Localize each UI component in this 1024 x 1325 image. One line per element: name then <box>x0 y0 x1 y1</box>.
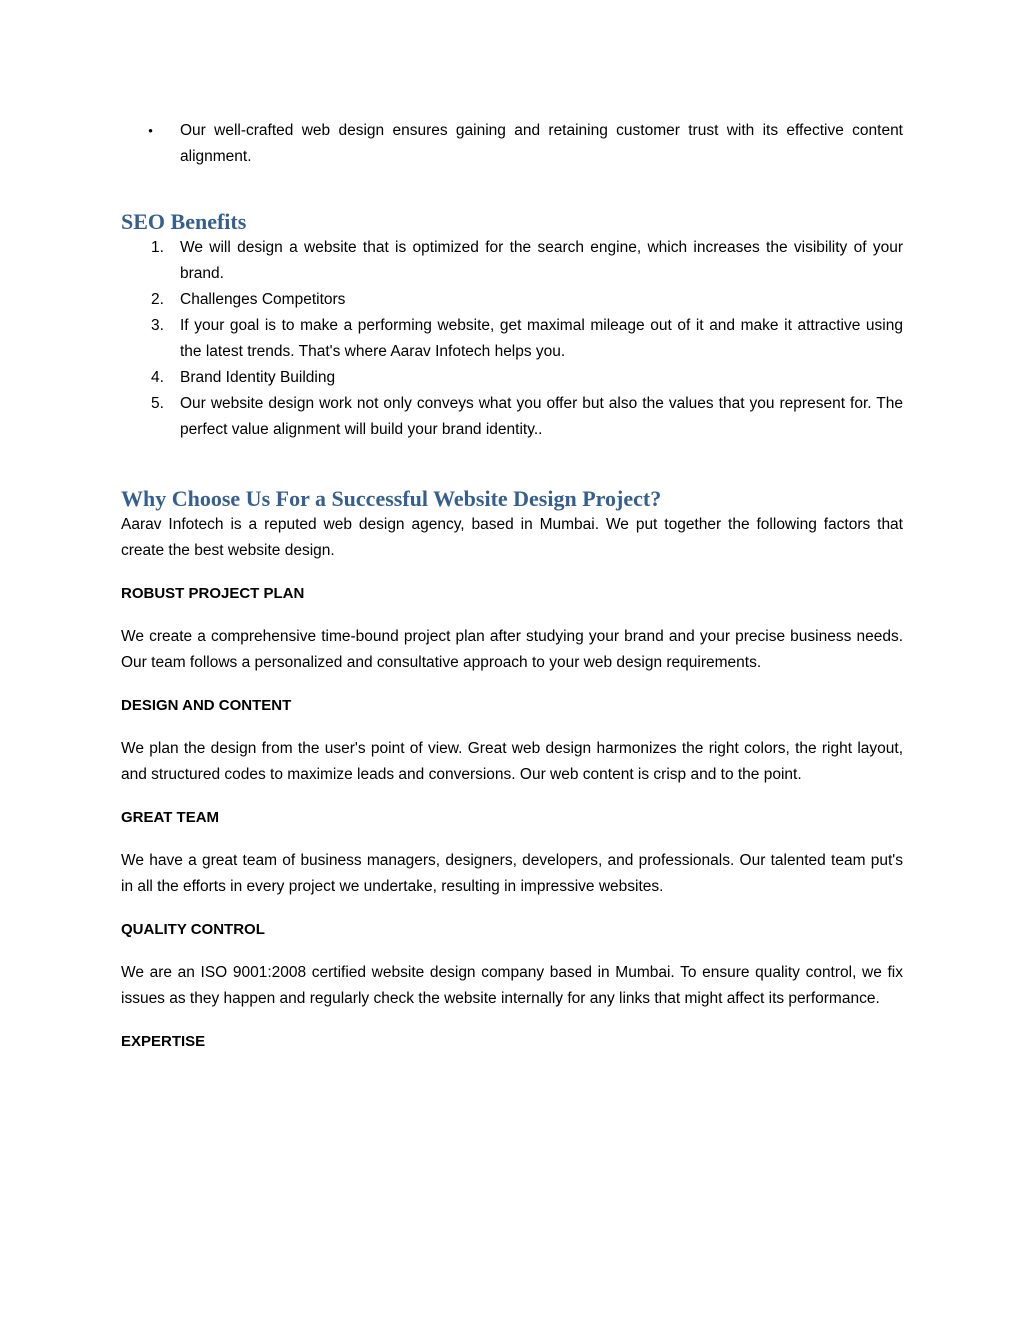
list-item-text: Our website design work not only conveys what you offer but also the values that you represent for. The perfect value alignment will build your brand identity.. <box>180 395 903 438</box>
list-item-text: If your goal is to make a performing website, get maximal mileage out of it and make it attractive using the latest trends. That's where Aarav Infotech helps you. <box>180 317 903 360</box>
list-number: 1. <box>151 239 164 256</box>
list-item-text: We will design a website that is optimized for the search engine, which increases the visibility of your brand. <box>180 239 903 282</box>
seo-benefits-heading: SEO Benefits <box>121 209 247 234</box>
section-body-quality-control: We are an ISO 9001:2008 certified website design company based in Mumbai. To ensure quality control, we fix issues as they happen and regularly check the website internally for any links that might affect its performance. <box>121 964 903 1007</box>
bullet-icon: • <box>148 123 153 138</box>
list-item <box>121 118 903 170</box>
list-item-text: Our well-crafted web design ensures gaining and retaining customer trust with its effective content alignment. <box>180 122 903 165</box>
section-heading-expertise: EXPERTISE <box>121 1033 206 1050</box>
seo-benefits-list <box>121 235 903 443</box>
list-item <box>121 365 903 391</box>
section-heading-robust-project-plan: ROBUST PROJECT PLAN <box>121 585 305 602</box>
list-number: 5. <box>151 395 164 412</box>
list-item <box>121 235 903 287</box>
list-item <box>121 391 903 443</box>
list-number: 3. <box>151 317 164 334</box>
list-number: 4. <box>151 369 164 386</box>
list-item-text: Brand Identity Building <box>180 369 336 386</box>
section-body-robust-project-plan: We create a comprehensive time-bound project plan after studying your brand and your precise business needs. Our team follows a personalized and consultative approach to your web design requirements. <box>121 628 903 671</box>
list-item <box>121 313 903 365</box>
section-heading-quality-control: QUALITY CONTROL <box>121 921 265 938</box>
section-body-design-and-content: We plan the design from the user's point of view. Great web design harmonizes the right colors, the right layout, and structured codes to maximize leads and conversions. Our web content is crisp and to the point. <box>121 740 903 783</box>
list-number: 2. <box>151 291 164 308</box>
document-page <box>121 118 903 1055</box>
intro-paragraph: Aarav Infotech is a reputed web design agency, based in Mumbai. We put together the following factors that create the best website design. <box>121 516 903 559</box>
list-item-text: Challenges Competitors <box>180 291 346 308</box>
section-body-great-team: We have a great team of business managers, designers, developers, and professionals. Our talented team put's in all the efforts in every project we undertake, resulting in impressive websites. <box>121 852 903 895</box>
section-heading-great-team: GREAT TEAM <box>121 809 220 826</box>
bullet-list <box>121 118 903 170</box>
list-item <box>121 287 903 313</box>
why-choose-us-heading: Why Choose Us For a Successful Website Design Project? <box>121 486 662 511</box>
section-heading-design-and-content: DESIGN AND CONTENT <box>121 697 292 714</box>
